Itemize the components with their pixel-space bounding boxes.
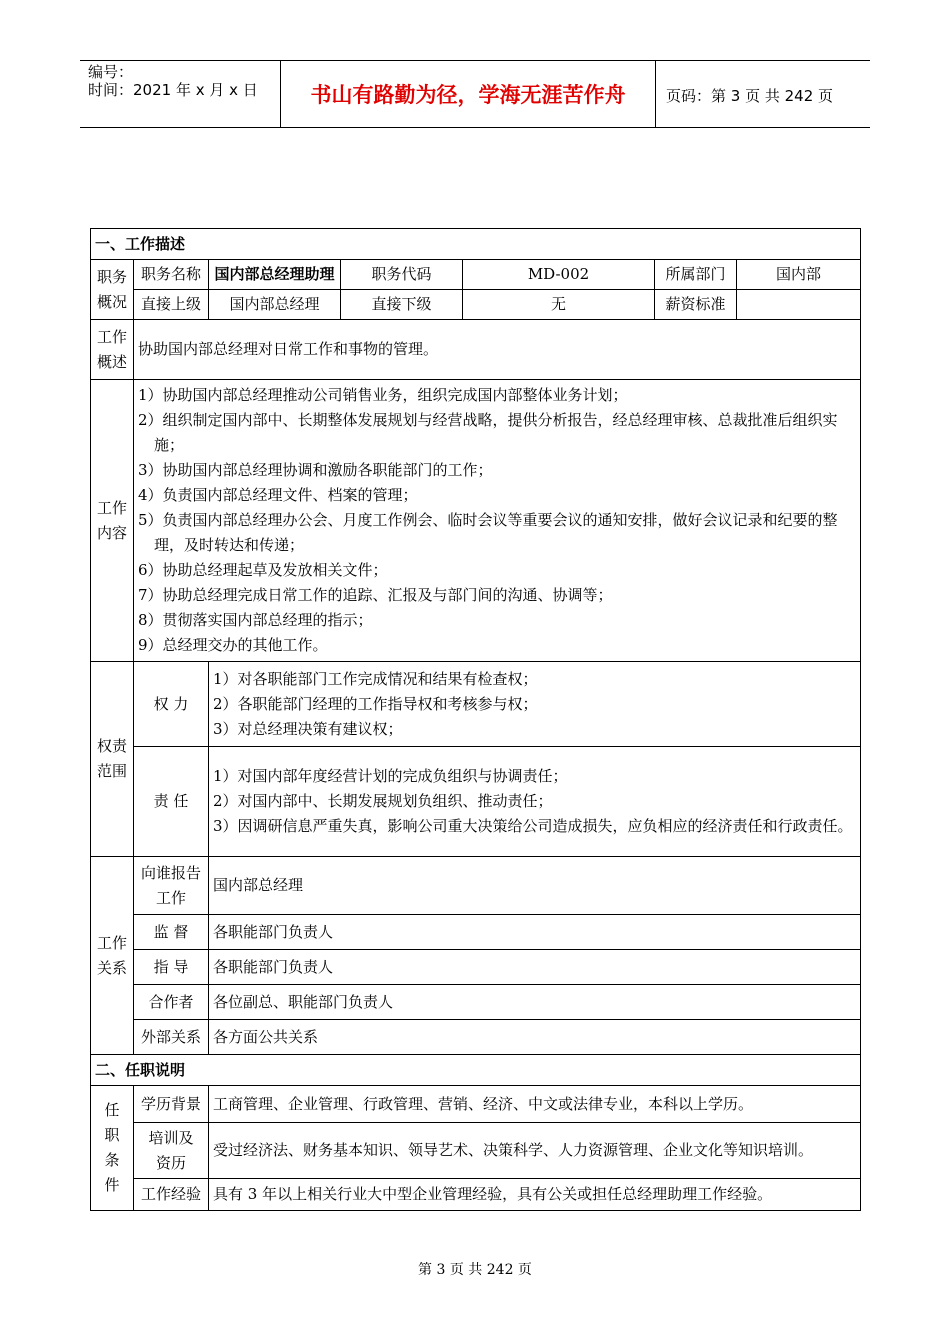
qualification-key: 学历背景: [134, 1086, 209, 1123]
page-footer: 第 3 页 共 242 页: [418, 1262, 532, 1278]
job-description-table: [90, 228, 861, 1211]
job-code-label: 职务代码: [341, 260, 463, 290]
content-item: 1）协助国内部总经理推动公司销售业务，组织完成国内部整体业务计划；: [138, 386, 628, 404]
overview-label: 职务概况: [91, 260, 134, 320]
time-label: 时间：2021 年 x 月 x 日: [88, 81, 258, 99]
power-list: [209, 662, 861, 747]
number-label: 编号：: [88, 63, 134, 81]
relation-value: 各职能部门负责人: [209, 950, 861, 985]
relation-key: 指 导: [134, 950, 209, 985]
relation-key: 合作者: [134, 985, 209, 1020]
content-item: 4）负责国内部总经理文件、档案的管理；: [138, 486, 418, 504]
content-item: 8）贯彻落实国内部总经理的指示；: [138, 611, 373, 629]
section-title-job-description: 一、工作描述: [91, 229, 861, 260]
qualification-value: 受过经济法、财务基本知识、领导艺术、决策科学、人力资源管理、企业文化等知识培训。: [209, 1123, 861, 1179]
content-list: [134, 380, 861, 662]
qualification-key: 培训及资历: [134, 1123, 209, 1179]
header-meta: [88, 63, 278, 99]
relation-value: 各位副总、职能部门负责人: [209, 985, 861, 1020]
job-name-label: 职务名称: [134, 260, 209, 290]
section-title-qualifications: 二、任职说明: [91, 1055, 861, 1086]
relation-value: 各方面公共关系: [209, 1020, 861, 1055]
relation-key: 监 督: [134, 915, 209, 950]
salary: [737, 290, 861, 320]
salary-label: 薪资标准: [655, 290, 737, 320]
qualification-label: 任职条件: [91, 1086, 134, 1211]
relation-key: 向谁报告工作: [134, 857, 209, 915]
job-name: 国内部总经理助理: [209, 260, 341, 290]
dept: 国内部: [737, 260, 861, 290]
summary-text: 协助国内部总经理对日常工作和事物的管理。: [134, 320, 861, 380]
duty-item: 1）对国内部年度经营计划的完成负组织与协调责任；: [213, 767, 568, 785]
content-item: 5）负责国内部总经理办公会、月度工作例会、临时会议等重要会议的通知安排，做好会议记录和纪要的整理，及时转达和传递；: [138, 511, 838, 554]
subordinate-label: 直接下级: [341, 290, 463, 320]
qualification-value: 工商管理、企业管理、行政管理、营销、经济、中文或法律专业，本科以上学历。: [209, 1086, 861, 1123]
power-label: 权 力: [134, 662, 209, 747]
content-item: 9）总经理交办的其他工作。: [138, 636, 328, 654]
duty-item: 3）因调研信息严重失真，影响公司重大决策给公司造成损失，应负相应的经济责任和行政责任。: [213, 817, 853, 835]
duty-label: 责 任: [134, 747, 209, 857]
content-item: 7）协助总经理完成日常工作的追踪、汇报及与部门间的沟通、协调等；: [138, 586, 613, 604]
motto: 书山有路勤为径，学海无涯苦作舟: [280, 61, 656, 127]
relation-key: 外部关系: [134, 1020, 209, 1055]
content-label: 工作内容: [91, 380, 134, 662]
duty-list: [209, 747, 861, 857]
content-item: 2）组织制定国内部中、长期整体发展规划与经营战略，提供分析报告，经总经理审核、总裁批准后组织实施；: [138, 411, 838, 454]
superior-label: 直接上级: [134, 290, 209, 320]
dept-label: 所属部门: [655, 260, 737, 290]
page-header: [80, 60, 870, 128]
job-code: MD-002: [463, 260, 655, 290]
authority-label: 权责范围: [91, 662, 134, 857]
content-item: 3）协助国内部总经理协调和激励各职能部门的工作；: [138, 461, 493, 479]
qualification-key: 工作经验: [134, 1179, 209, 1211]
summary-label: 工作概述: [91, 320, 134, 380]
relations-label: 工作关系: [91, 857, 134, 1055]
power-item: 2）各职能部门经理的工作指导权和考核参与权；: [213, 694, 538, 713]
page-info: 页码：第 3 页 共 242 页: [666, 87, 834, 105]
power-item: 1）对各职能部门工作完成情况和结果有检查权；: [213, 669, 538, 688]
power-item: 3）对总经理决策有建议权；: [213, 719, 403, 738]
relation-value: 国内部总经理: [209, 857, 861, 915]
duty-item: 2）对国内部中、长期发展规划负组织、推动责任；: [213, 792, 553, 810]
subordinate: 无: [463, 290, 655, 320]
superior: 国内部总经理: [209, 290, 341, 320]
qualification-value: 具有 3 年以上相关行业大中型企业管理经验，具有公关或担任总经理助理工作经验。: [209, 1179, 861, 1211]
content-item: 6）协助总经理起草及发放相关文件；: [138, 561, 388, 579]
relation-value: 各职能部门负责人: [209, 915, 861, 950]
